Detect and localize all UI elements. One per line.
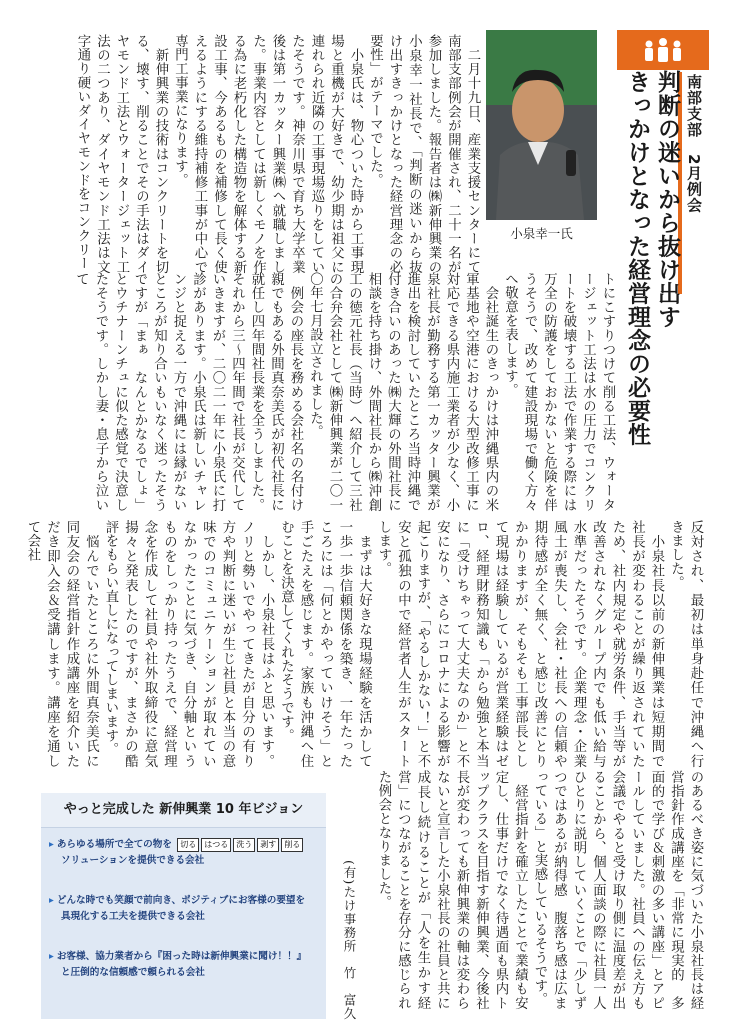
author-credit: (有)たけ事務所 竹 富久 bbox=[342, 860, 357, 1021]
article-column-bottom-1: 反対され、最初は単身赴任で沖縄へ行きました。 小泉社長以前の新伸興業は短期間で社長が変わることが繰り返されていたため、社内規定や就労条件、手当等が改善されなくグループ内でも低い給与水準だったそうです。企業理念・企業風土が喪失し、会社・社長への信頼や期待感が全く無く、と感じ改善にとりかかりますが、そもそも工事部長として現場は経験しているが営業経験はゼロ、経理財務知識も「から勉強と本当に「受けちゃって大丈夫なのか」と不安になり、さらにコロナによる影響が起こりますが、「やるしかない！」と不安と孤独の中で経営者人生がスタートします。 まずは大好きな現場経験を活かして一歩一歩信頼関係を築き、一年たったころには「何とかやっていけそう」と手ごたえを感じます。家族も沖縄へ住むことを決意してくれたそうです。 しかし、小泉社長はふと思います。ノリと勢いでやってきたが自分の有り方や判断に迷いが生じ社員と本当の意味でのコミュニケーションが取れていなかったことに気づき、自分軸というものをしっかり持ったうえで、経営理念を作成して社員や社外取締役に意気揚々と発表したのですが、まさかの酷評をもらい直しになってしまいます。 悩んでいたところに外間真奈美氏に同友会の経営指針作成講座を紹介いただき即入会＆受講します。講座を通して会社 bbox=[25, 520, 703, 768]
vision-item-text: あらゆる場所で全ての物を bbox=[56, 839, 172, 850]
vision-item-1 bbox=[49, 837, 324, 869]
bullet-icon: ▸ bbox=[49, 839, 54, 850]
vision-title: やっと完成した 新伸興業 10 年ビジョン bbox=[41, 793, 326, 828]
vision-item-2 bbox=[49, 893, 324, 925]
article-column-top-2: トにこすりつけて削る工法、ウォータージェット工法は水の圧力でコンクリートを破壊する工法で作業する際には万全の防護をしておかないと危険を伴うそうで、改めて建設現場で働く方々へ敬意を表します。 会社誕生のきっかけは沖縄県内の米軍基地や空港における大型改修工事に対応できる県内施工業者が少なく、小泉社長が勤務する第一カッター興業が進出を検討していたところ当時沖縄で付き合いのあった㈱大輝の外間社長に相談を持ち掛け、外間社長から㈱沖創工の徳元社長（当時）へ紹介して三社の合弁会社として㈱新伸興業が二〇一〇年七月設立されました。 例会の座長を務める会社名の名付け親でもある外間真奈美氏が初代社長に就任し四年間社長業を全うしました。それから三～四年間で社長が交代していきますが、二〇二一年に小泉氏に打診があります。小泉氏は新しいチャレンジと捉える一方で沖縄には縁がないところが知り合いもいなく迷ったそうですが「まぁ なんとかなるでしょ」とウチナーンチュに似た感覚で決意したそうです。しかし妻・息子から泣いて bbox=[73, 272, 615, 512]
vision-item-text-2: ソリューションを提供できる会社 bbox=[61, 855, 205, 866]
vision-item-text-2: と圧倒的な信頼感で頼られる会社 bbox=[61, 967, 205, 978]
speaker-photo bbox=[486, 30, 597, 220]
vision-item-3 bbox=[49, 949, 324, 981]
vision-item-text: お客様、協力業者から『困った時は新伸興業に聞け！！』 bbox=[56, 951, 307, 962]
vision-panel bbox=[41, 793, 326, 1019]
vision-chip: 切る bbox=[177, 838, 199, 852]
bullet-icon: ▸ bbox=[49, 951, 54, 962]
vision-item-text-2: 具現化する工夫を提供できる会社 bbox=[61, 911, 205, 922]
speaker-portrait-illustration bbox=[486, 30, 597, 220]
article-column-top-1: 二月十九日、産業支援センターにて南部支部例会が開催され、二十一名が参加しました。報告者は㈱新伸興業の小泉幸一社長で、「判断の迷いから抜け出すきっかけとなった経営理念の必要性」がテーマでした。 小泉氏は、物心ついた時から工事現場と重機が大好きで、幼少期は祖父に連れられ近隣の工事現場巡りをしていたそうです。神奈川県で育ち大学卒業後は第一カッター興業㈱へ就職しました。事業内容としては新しくモノを作る為に老朽化した構造物を解体する新設工事、今あるものを補修して長く使えるようにする維持補修工事が中心で専門工事業になります。 新伸興業の技術はコンクリートを切る、壊す、削ることでその手法はダイヤモンド工法とウォータージェット工法の二つあり、ダイヤモンド工法は文字通り硬いダイヤモンドをコンクリー bbox=[75, 34, 480, 274]
branch-emblem bbox=[617, 30, 709, 70]
photo-caption: 小泉幸一氏 bbox=[510, 226, 573, 241]
vision-chip: はつる bbox=[201, 838, 231, 852]
people-group-icon bbox=[641, 37, 685, 63]
vision-item-text: どんな時でも笑顔で前向き、ポジティブにお客様の要望を bbox=[56, 895, 306, 906]
vision-chip: 剥す bbox=[257, 838, 279, 852]
vision-chip: 削る bbox=[281, 838, 303, 852]
branch-meeting-label: 南部支部 2月例会 bbox=[685, 74, 703, 214]
article-column-bottom-2: のあるべき姿に気づいた小泉社長は経営指針作成講座を「非常に現実的 多面的で学び＆刺激の多い講座」とアピールしていました。社員への伝え方も会議でやると受け取り側に温度差が出ることから、個人面談の際に社員一人ひとりに説明していくことで「少しずつではあるが納得感 腹落ち感は広まっている」と実感しているそうです。 経営指針を確立したことで業績も安定し、仕事だけでなく待遇面も県内トップクラスを目指す新伸興業、今後社長が変わっても新伸興業の軸は変わらないと宣言した小泉社長の社員と共に成長し続けることが「人を生かす経営」につながることを存分に感じられた例会となりました。 bbox=[376, 770, 703, 1010]
bullet-icon: ▸ bbox=[49, 895, 54, 906]
vision-chip: 洗う bbox=[233, 838, 255, 852]
article-headline: 判断の迷いから抜け出す きっかけとなった経営理念の必要性 bbox=[624, 70, 680, 446]
